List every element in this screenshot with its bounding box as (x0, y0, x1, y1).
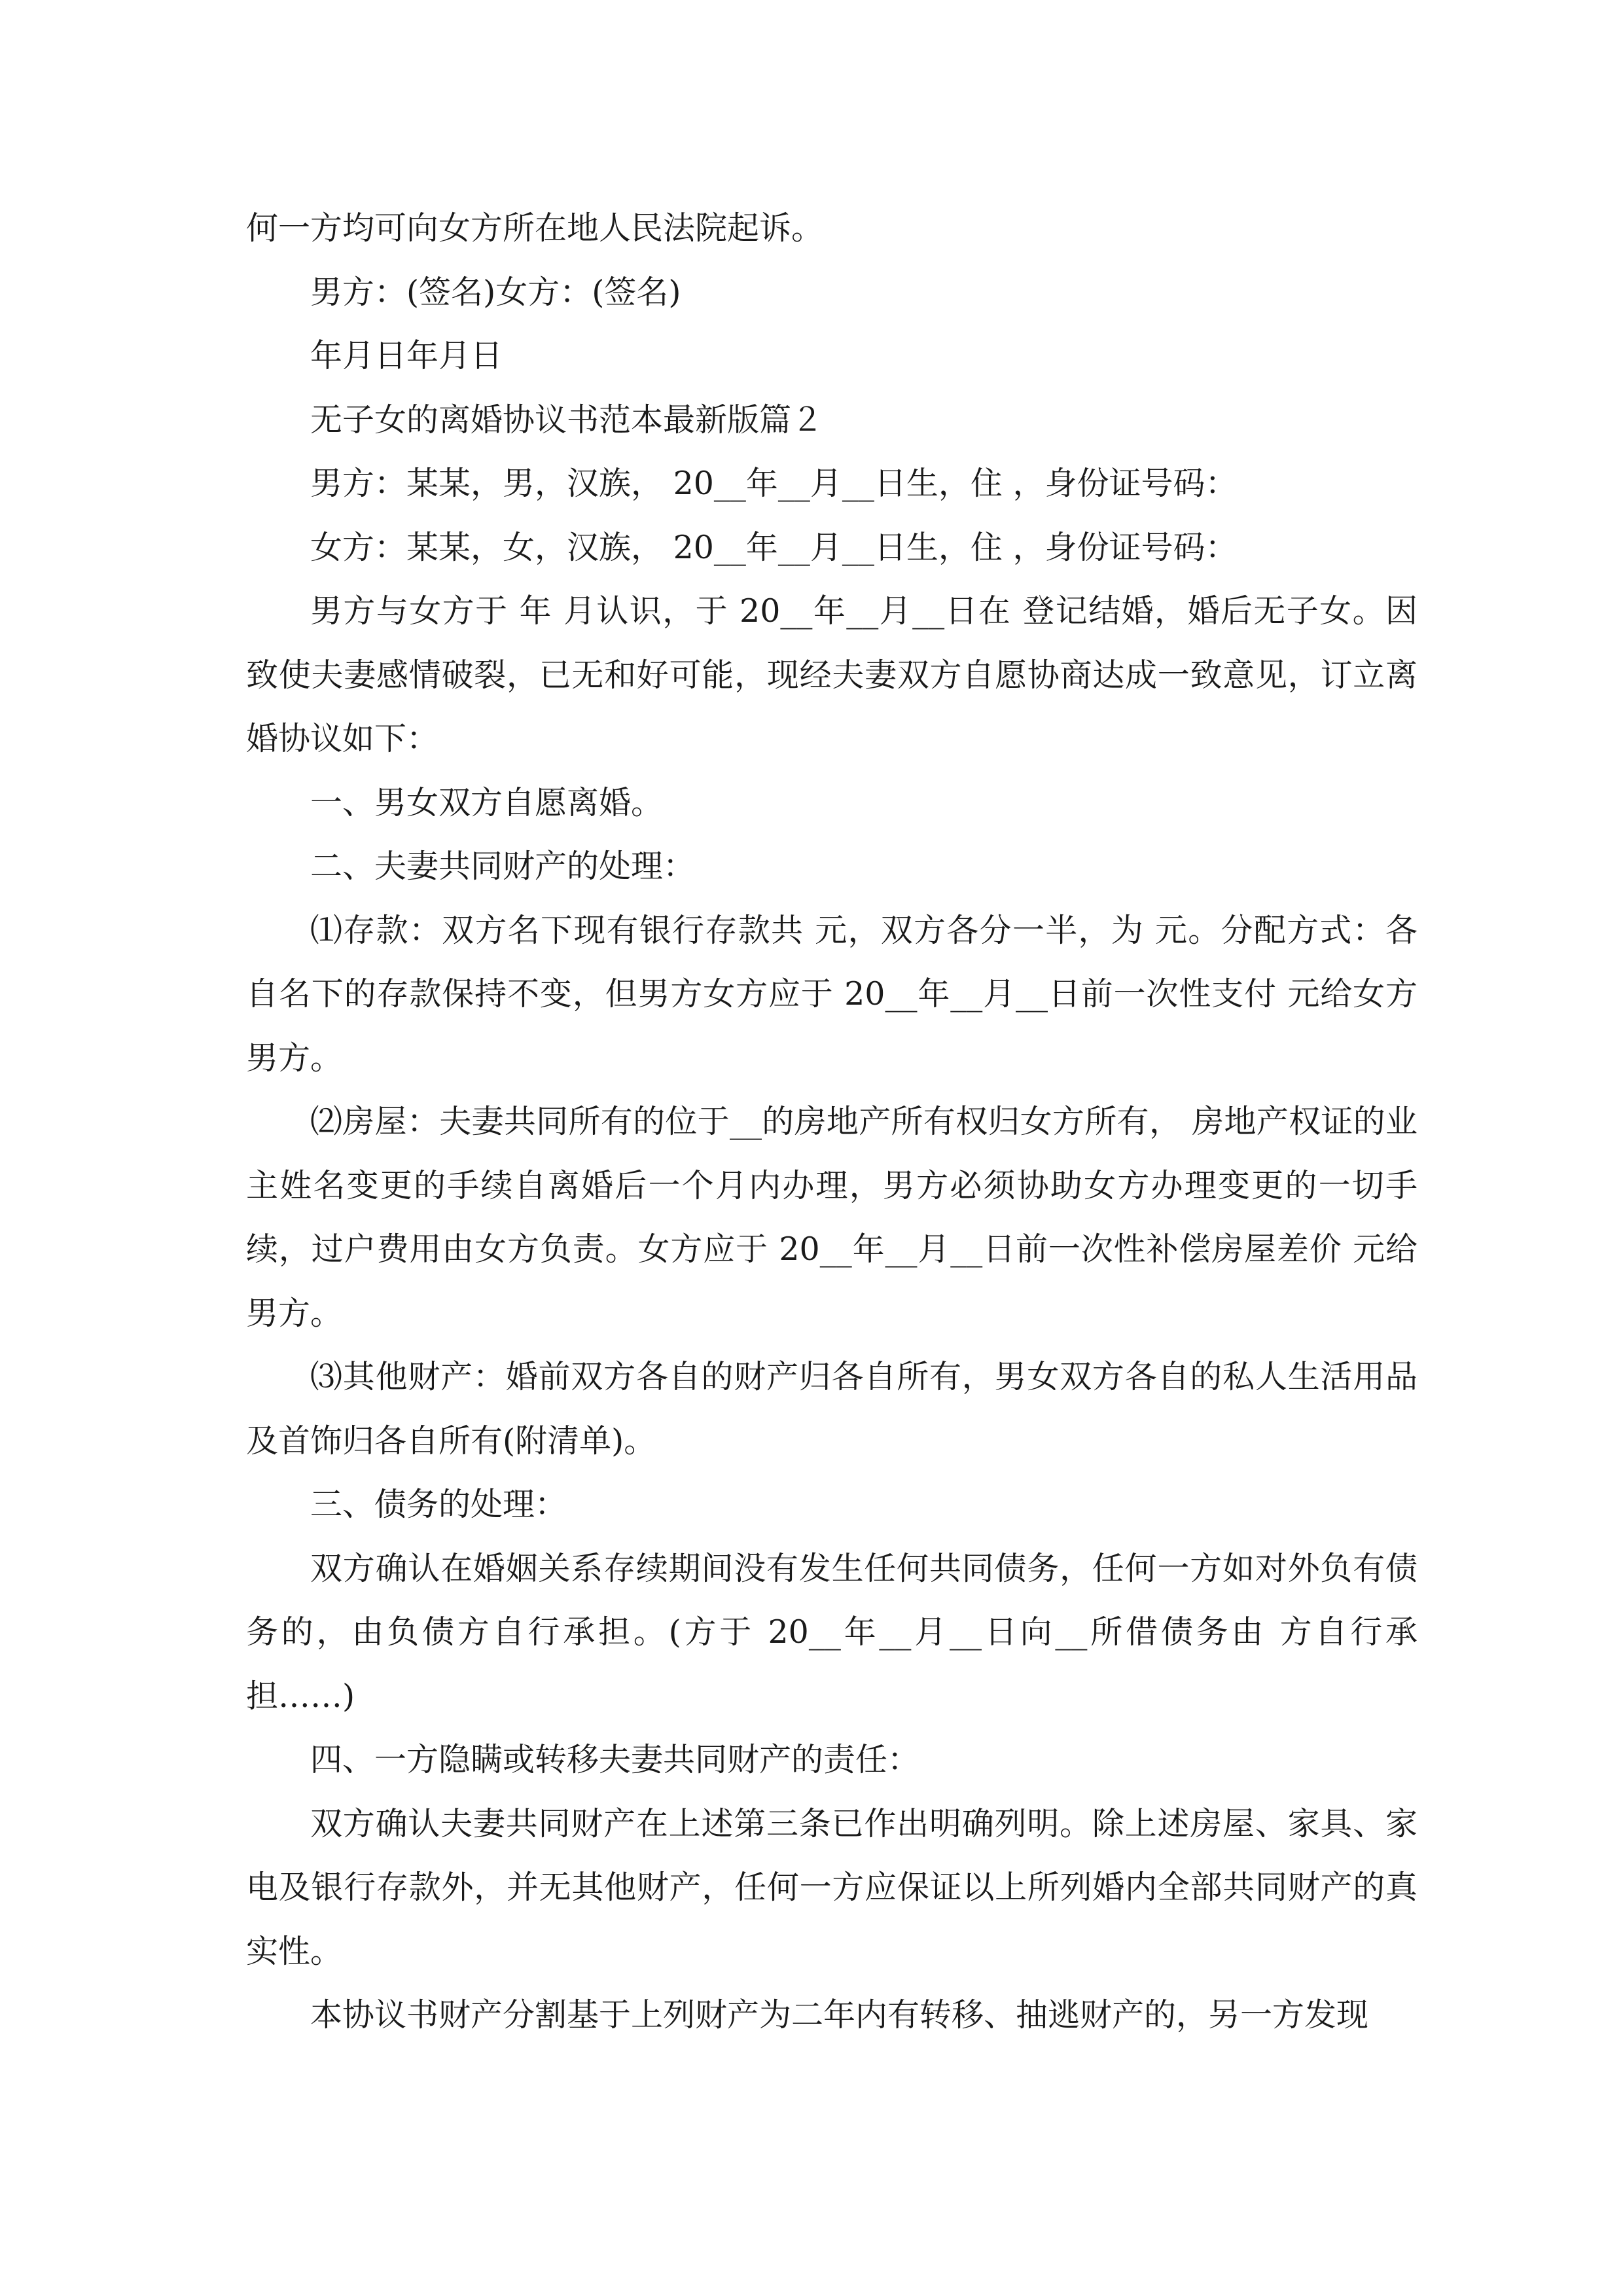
clause-2-house: ⑵房屋：夫妻共同所有的位于__的房地产所有权归女方所有， 房地产权证的业主姓名变更的手续自离婚后一个月内办理，男方必须协助女方办理变更的一切手续，过户费用由女方负责。女方应于 20__年__月__日前一次性补偿房屋差价 元给男方。 (246, 1103, 1418, 1332)
paragraph-dates: 年月日年月日 (310, 337, 503, 374)
paragraph-lawsuit-clause: 何一方均可向女方所在地人民法院起诉。 (246, 209, 824, 247)
clause-4-heading: 四、一方隐瞒或转移夫妻共同财产的责任： (310, 1741, 920, 1778)
clause-4-body: 双方确认夫妻共同财产在上述第三条已作出明确列明。除上述房屋、家具、家电及银行存款外，并无其他财产，任何一方应保证以上所列婚内全部共同财产的真实性。 (246, 1804, 1418, 1970)
clause-1-heading: 一、男女双方自愿离婚。 (310, 783, 664, 821)
clause-3-heading: 三、债务的处理： (310, 1486, 567, 1523)
paragraph-signatures: 男方：(签名)女方：(签名) (310, 273, 681, 311)
paragraph-preamble: 男方与女方于 年 月认识，于 20__年__月__日在 登记结婚，婚后无子女。因致使夫妻感情破裂，已无和好可能，现经夫妻双方自愿协商达成一致意见，订立离婚协议如下： (246, 592, 1418, 757)
clause-4-continuation: 本协议书财产分割基于上列财产为二年内有转移、抽逃财产的，另一方发现 (310, 1996, 1369, 2034)
clause-2-deposits: ⑴存款：双方名下现有银行存款共 元，双方各分一半，为 元。分配方式：各自名下的存款保持不变，但男方女方应于 20__年__月__日前一次性支付 元给女方男方。 (246, 911, 1418, 1077)
paragraph-husband-info: 男方：某某，男，汉族， 20__年__月__日生，住 ，身份证号码： (310, 465, 1238, 502)
section-title: 无子女的离婚协议书范本最新版篇２ (310, 401, 824, 439)
document-page (246, 196, 1418, 2047)
clause-3-body: 双方确认在婚姻关系存续期间没有发生任何共同债务，任何一方如对外负有债务的，由负债方自行承担。(方于 20__年__月__日向__所借债务由 方自行承担……) (246, 1549, 1418, 1715)
clause-2-heading: 二、夫妻共同财产的处理： (310, 848, 696, 885)
clause-2-other-property: ⑶其他财产：婚前双方各自的财产归各自所有，男女双方各自的私人生活用品及首饰归各自所有(附清单)。 (246, 1358, 1418, 1460)
paragraph-wife-info: 女方：某某，女，汉族， 20__年__月__日生，住 ，身份证号码： (310, 528, 1238, 566)
